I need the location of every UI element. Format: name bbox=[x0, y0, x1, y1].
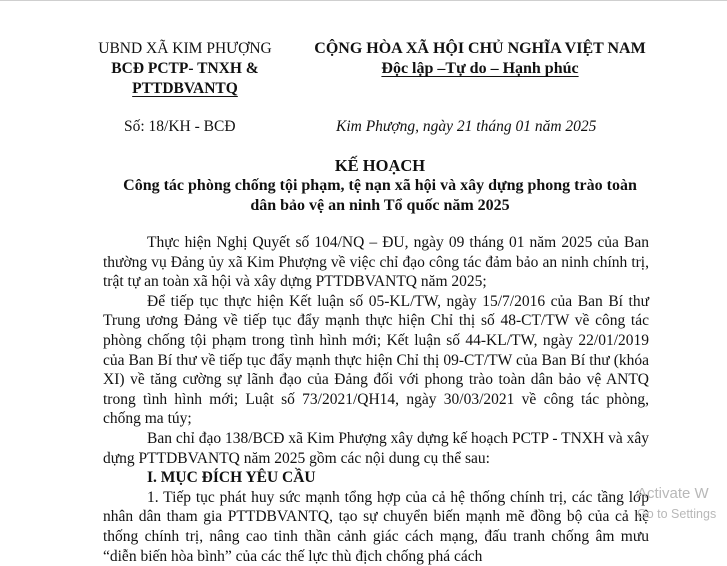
top-border bbox=[0, 0, 727, 1]
place-and-date: Kim Phượng, ngày 21 tháng 01 năm 2025 bbox=[336, 118, 597, 135]
paragraph-basis-resolution: Thực hiện Nghị Quyết số 104/NQ – ĐU, ngày 09 tháng 01 năm 2025 của Ban thường vụ Đảng ủy xã Kim Phượng về việc chỉ đạo công tác đảm bảo an ninh chính trị, trật tự an toàn xã hội và xây dựng PTTDBVANTQ năm 2025; bbox=[103, 234, 649, 291]
watermark-line2: Go to Settings bbox=[637, 507, 717, 521]
paragraph-intro: Ban chỉ đạo 138/BCĐ xã Kim Phượng xây dựng kế hoạch PCTP - TNXH và xây dựng PTTDBVANTQ năm 2025 gồm các nội dung cụ thể sau: bbox=[103, 429, 649, 467]
section-heading-purpose: I. MỤC ĐÍCH YÊU CẦU bbox=[147, 469, 316, 487]
national-header bbox=[300, 39, 660, 79]
watermark-line1: Activate W bbox=[637, 485, 709, 502]
issuing-authority bbox=[90, 39, 280, 99]
document-type: KẾ HOẠCH bbox=[334, 156, 426, 175]
document-subject-line2: dân bảo vệ an ninh Tổ quốc năm 2025 bbox=[250, 197, 510, 214]
nation-name: CỘNG HÒA XÃ HỘI CHỦ NGHĨA VIỆT NAM bbox=[314, 40, 646, 57]
windows-activation-watermark bbox=[637, 484, 716, 524]
document-title bbox=[90, 156, 670, 216]
committee-name-line1: BCĐ PCTP- TNXH & bbox=[111, 60, 259, 77]
document-number: Số: 18/KH - BCĐ bbox=[124, 118, 236, 135]
national-motto: Độc lập –Tự do – Hạnh phúc bbox=[381, 60, 579, 77]
committee-name-line2: PTTDBVANTQ bbox=[132, 80, 238, 97]
paragraph-basis-conclusions: Để tiếp tục thực hiện Kết luận số 05-KL/TW, ngày 15/7/2016 của Ban Bí thư Trung ương Đảng về tiếp tục đẩy mạnh thực hiện Chỉ thị số 48-CT/TW về công tác phòng chống tội phạm trong tình hình mới; Kết luận số 44-KL/TW, ngày 22/01/2019 của Ban Bí thư về tiếp tục đẩy mạnh thực hiện Chỉ thị 09-CT/TW của Ban Bí thư (khóa XI) về tăng cường sự lãnh đạo của Đảng đối với phong trào toàn dân bảo vệ ANTQ trong tình hình mới; Luật số 73/2021/QH14, ngày 30/03/2021 về công tác phòng, chống ma túy; bbox=[103, 292, 649, 428]
paragraph-purpose-1: 1. Tiếp tục phát huy sức mạnh tổng hợp của cả hệ thống chính trị, các tầng lớp nhân dân tham gia PTTDBVANTQ, tạo sự chuyển biến mạnh mẽ đồng bộ của cả hệ thống chính trị, nâng cao tinh thần cảnh giác cách mạng, đấu tranh chống âm mưu “diễn biến hòa bình” của các thế lực thù địch chống phá cách bbox=[103, 488, 649, 565]
document-subject-line1: Công tác phòng chống tội phạm, tệ nạn xã hội và xây dựng phong trào toàn bbox=[123, 177, 637, 194]
commune-name: UBND XÃ KIM PHƯỢNG bbox=[98, 40, 272, 57]
document-body bbox=[103, 233, 649, 566]
